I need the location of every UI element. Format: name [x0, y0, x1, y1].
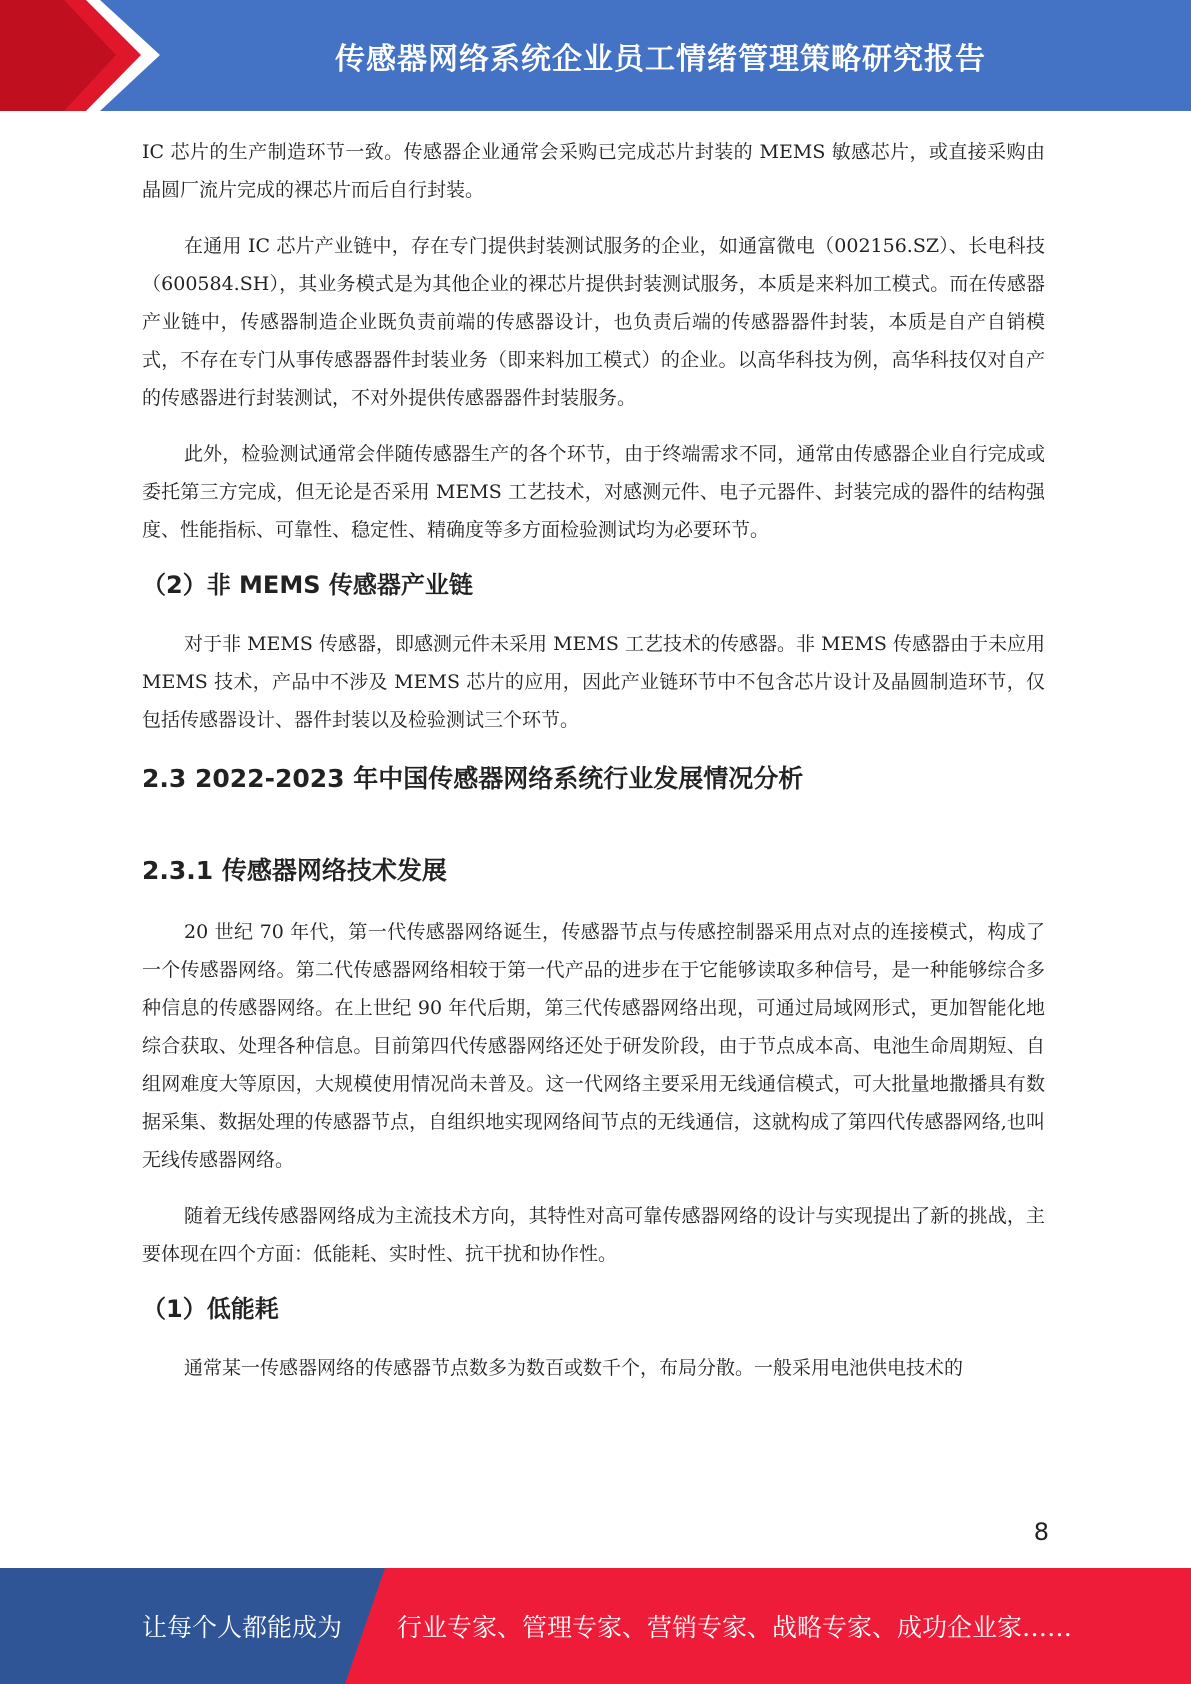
page-number: 8: [1033, 1518, 1049, 1546]
subheading-low-power: （1）低能耗: [142, 1295, 279, 1323]
page-footer: [0, 1568, 1191, 1684]
paragraph: 通常某一传感器网络的传感器节点数多为数百或数千个，布局分散。一般采用电池供电技术的: [184, 1357, 964, 1379]
paragraph: IC 芯片的生产制造环节一致。传感器企业通常会采购已完成芯片封装的 MEMS 敏感芯片，或直接采购由晶圆厂流片完成的裸芯片而后自行封装。: [142, 141, 1045, 201]
paragraph: 随着无线传感器网络成为主流技术方向，其特性对高可靠传感器网络的设计与实现提出了新的挑战，主要体现在四个方面：低能耗、实时性、抗干扰和协作性。: [142, 1205, 1045, 1265]
paragraph: 在通用 IC 芯片产业链中，存在专门提供封装测试服务的企业，如通富微电（002156.SZ）、长电科技（600584.SH），其业务模式是为其他企业的裸芯片提供封装测试服务，本质是来料加工模式。而在传感器产业链中，传感器制造企业既负责前端的传感器设计，也负责后端的传感器器件封装，本质是自产自销模式，不存在专门从事传感器器件封装业务（即来料加工模式）的企业。以高华科技为例，高华科技仅对自产的传感器进行封装测试，不对外提供传感器器件封装服务。: [142, 235, 1045, 409]
paragraph: 此外，检验测试通常会伴随传感器生产的各个环节，由于终端需求不同，通常由传感器企业自行完成或委托第三方完成，但无论是否采用 MEMS 工艺技术，对感测元件、电子元器件、封装完成的器件的结构强度、性能指标、可靠性、稳定性、精确度等多方面检验测试均为必要环节。: [142, 443, 1045, 541]
paragraph: 对于非 MEMS 传感器，即感测元件未采用 MEMS 工艺技术的传感器。非 MEMS 传感器由于未应用 MEMS 技术，产品中不涉及 MEMS 芯片的应用，因此产业链环节中不包含芯片设计及晶圆制造环节，仅包括传感器设计、器件封装以及检验测试三个环节。: [142, 633, 1045, 731]
report-title: 传感器网络系统企业员工情绪管理策略研究报告: [335, 41, 986, 77]
paragraph: 20 世纪 70 年代，第一代传感器网络诞生，传感器节点与传感控制器采用点对点的连接模式，构成了一个传感器网络。第二代传感器网络相较于第一代产品的进步在于它能够读取多种信号，是一种能够综合多种信息的传感器网络。在上世纪 90 年代后期，第三代传感器网络出现，可通过局域网形式，更加智能化地综合获取、处理各种信息。目前第四代传感器网络还处于研发阶段，由于节点成本高、电池生命周期短、自组网难度大等原因，大规模使用情况尚未普及。这一代网络主要采用无线通信模式，可大批量地撒播具有数据采集、数据处理的传感器节点，自组织地实现网络间节点的无线通信，这就构成了第四代传感器网络,也叫无线传感器网络。: [142, 921, 1045, 1171]
section-heading-2-3-1: 2.3.1 传感器网络技术发展: [142, 856, 447, 885]
footer-slogan-right: 行业专家、管理专家、营销专家、战略专家、成功企业家……: [397, 1613, 1073, 1642]
footer-slogan-left: 让每个人都能成为: [142, 1613, 343, 1642]
section-heading-2-3: 2.3 2022-2023 年中国传感器网络系统行业发展情况分析: [142, 764, 804, 793]
subheading-non-mems: （2）非 MEMS 传感器产业链: [142, 571, 473, 599]
page-header: [0, 0, 1191, 111]
page-body: [142, 133, 1045, 1387]
